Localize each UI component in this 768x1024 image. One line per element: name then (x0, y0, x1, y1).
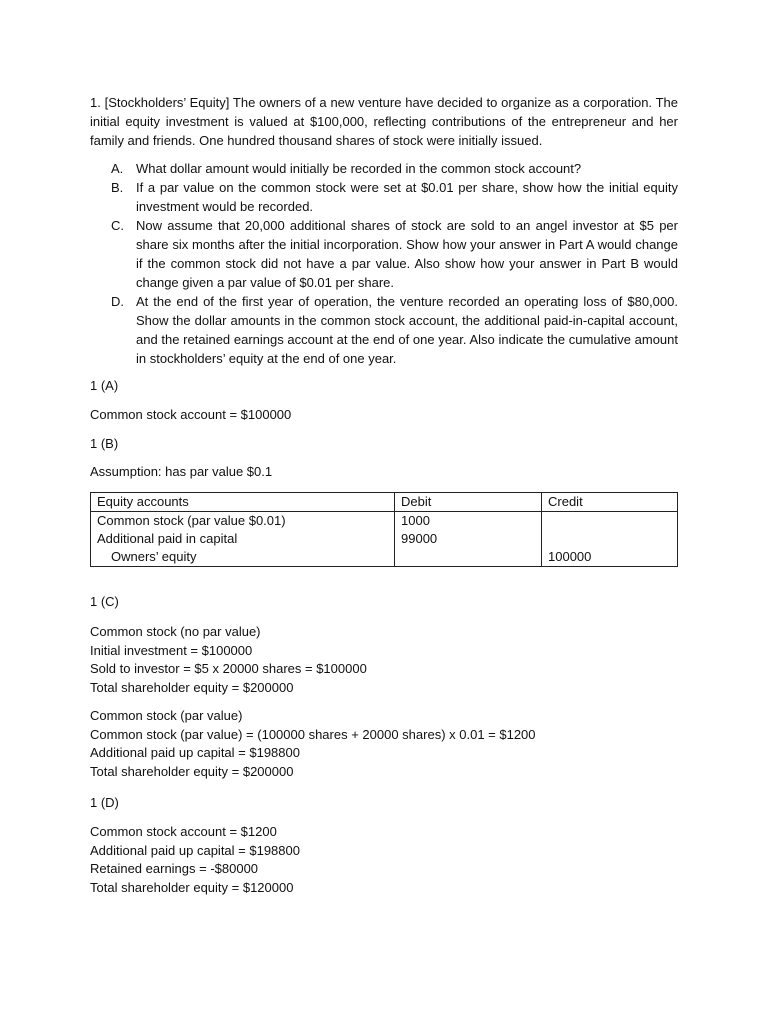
table-cell (542, 530, 678, 548)
table-cell (395, 548, 542, 567)
answer-d-heading: 1 (D) (90, 795, 119, 810)
table-header-row (91, 493, 678, 512)
answer-c-no-par-block (90, 623, 367, 697)
part-text: If a par value on the common stock were set at $0.01 per share, show how the initial equity investment would be recorded. (136, 180, 678, 214)
table-cell: 100000 (542, 548, 678, 567)
table-cell: Additional paid in capital (91, 530, 395, 548)
answer-line: Total shareholder equity = $200000 (90, 679, 294, 695)
table-row (91, 512, 678, 531)
table-header-cell: Equity accounts (91, 493, 395, 512)
question-part-b (90, 178, 678, 216)
answer-line: Total shareholder equity = $200000 (90, 763, 294, 779)
table-cell: Owners’ equity (91, 548, 395, 567)
answer-line: Additional paid up capital = $198800 (90, 842, 300, 858)
part-text: At the end of the first year of operation, the venture recorded an operating loss of $80,000. Show the dollar amounts in the common stock account, the additional paid-in-capital account, and the retained earnings account at the end of one year. Also indicate the cumulative amount in stockholders’ equity at the end of one year. (136, 294, 678, 366)
part-text: What dollar amount would initially be recorded in the common stock account? (136, 161, 582, 176)
answer-c-par-block (90, 707, 536, 781)
table-header-cell: Debit (395, 493, 542, 512)
answer-d-block (90, 823, 300, 897)
answer-line: Initial investment = $100000 (90, 642, 253, 658)
answer-a-line: Common stock account = $100000 (90, 407, 292, 422)
answer-line: Sold to investor = $5 x 20000 shares = $100000 (90, 661, 367, 676)
answer-line: Common stock (no par value) (90, 624, 261, 639)
question-intro: 1. [Stockholders’ Equity] The owners of a new venture have decided to organize as a corporation. The initial equity investment is valued at $100,000, reflecting contributions of the entrepreneur and her family and friends. One hundred thousand shares of stock were initially issued. (90, 95, 678, 148)
question-parts-list (90, 159, 678, 368)
table-cell (542, 512, 678, 531)
answer-line: Common stock (par value) = (100000 shares + 20000 shares) x 0.01 = $1200 (90, 726, 536, 742)
answer-b-assumption: Assumption: has par value $0.1 (90, 464, 273, 479)
part-letter: D. (111, 294, 124, 309)
question-part-d (90, 292, 678, 368)
answer-line: Common stock (par value) (90, 708, 243, 723)
question-part-c (90, 216, 678, 292)
part-letter: C. (111, 218, 124, 233)
table-header-cell: Credit (542, 493, 678, 512)
answer-line: Common stock account = $1200 (90, 824, 277, 839)
answer-a-heading: 1 (A) (90, 378, 119, 393)
table-cell: 1000 (395, 512, 542, 531)
table-row (91, 530, 678, 548)
table-cell: Common stock (par value $0.01) (91, 512, 395, 531)
answer-c-heading: 1 (C) (90, 594, 119, 609)
equity-journal-table (90, 492, 678, 567)
part-letter: B. (111, 180, 124, 195)
answer-line: Additional paid up capital = $198800 (90, 745, 300, 760)
answer-line: Retained earnings = -$80000 (90, 861, 259, 876)
answer-line: Total shareholder equity = $120000 (90, 879, 294, 895)
part-text: Now assume that 20,000 additional shares of stock are sold to an angel investor at $5 per share six months after the initial incorporation. Show how your answer in Part A would change if the common stock did not have a par value. Also show how your answer in Part B would change given a par value of $0.01 per share. (136, 218, 678, 290)
answer-b-heading: 1 (B) (90, 436, 119, 451)
question-part-a (90, 159, 678, 178)
table-cell: 99000 (395, 530, 542, 548)
part-letter: A. (111, 161, 124, 176)
table-row (91, 548, 678, 567)
